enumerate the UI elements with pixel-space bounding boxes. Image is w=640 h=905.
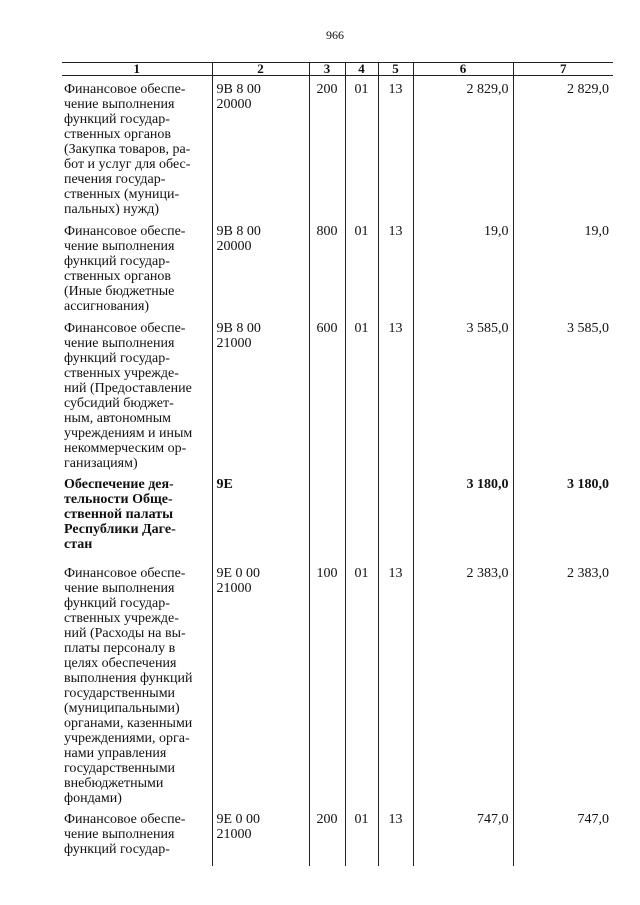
table-row: [62, 218, 613, 315]
table-row: [62, 76, 613, 219]
column-header: 4: [345, 63, 378, 76]
row-col3-cell: 200: [309, 76, 345, 219]
row-col6-cell: 19,0: [413, 218, 513, 315]
row-col6-cell: 3 180,0: [413, 471, 513, 560]
row-code-cell: 9Е 0 00 21000: [212, 560, 309, 806]
row-col6-cell: 747,0: [413, 806, 513, 866]
header-row: [62, 63, 613, 76]
row-col5-cell: 13: [378, 76, 413, 219]
row-code-cell: 9В 8 00 21000: [212, 315, 309, 471]
page-number: 966: [326, 28, 344, 42]
row-col4-cell: 01: [345, 806, 378, 866]
column-header: 2: [212, 63, 309, 76]
row-code-cell: 9Е 0 00 21000: [212, 806, 309, 866]
row-col6-cell: 3 585,0: [413, 315, 513, 471]
row-code-cell: 9В 8 00 20000: [212, 218, 309, 315]
column-header: 6: [413, 63, 513, 76]
row-code-cell: 9В 8 00 20000: [212, 76, 309, 219]
row-col3-cell: 800: [309, 218, 345, 315]
row-col4-cell: 01: [345, 76, 378, 219]
row-col5-cell: 13: [378, 218, 413, 315]
row-name-cell: Финансовое обеспе- чение выполнения функций государ-: [64, 812, 186, 857]
row-col7-cell: 3 180,0: [513, 471, 613, 560]
column-header: 5: [378, 63, 413, 76]
row-name-cell: Финансовое обеспе- чение выполнения функций государ- ственных учрежде- ний (Расходы на вы- платы персоналу в целях обеспечения выполнения функций государственными (муниципальными) органами, казенными учреждениями, орга- нами управления государственными внебюджетными фондами): [64, 566, 193, 806]
row-col5-cell: 13: [378, 806, 413, 866]
row-col6-cell: 2 829,0: [413, 76, 513, 219]
row-col3-cell: [309, 471, 345, 560]
row-code-cell: 9Е: [212, 471, 309, 560]
row-col3-cell: 100: [309, 560, 345, 806]
table-row: [62, 560, 613, 806]
row-col5-cell: 13: [378, 315, 413, 471]
row-name-cell: Финансовое обеспе- чение выполнения функций государ- ственных органов (Иные бюджетные ассигнования): [64, 224, 186, 314]
budget-table: [62, 62, 613, 866]
row-col7-cell: 19,0: [513, 218, 613, 315]
column-header: 3: [309, 63, 345, 76]
column-header: 1: [62, 63, 212, 76]
table-row: [62, 471, 613, 560]
row-name-cell: Обеспечение дея- тельности Обще- ственной палаты Республики Даге- стан: [64, 477, 176, 552]
row-col4-cell: 01: [345, 560, 378, 806]
row-col4-cell: [345, 471, 378, 560]
row-col4-cell: 01: [345, 218, 378, 315]
row-col4-cell: 01: [345, 315, 378, 471]
row-col7-cell: 747,0: [513, 806, 613, 866]
row-name-cell: Финансовое обеспе- чение выполнения функций государ- ственных органов (Закупка товаров, ра- бот и услуг для обес- печения государ- ственных (муници- пальных) нужд): [64, 82, 191, 217]
table-row: [62, 806, 613, 866]
row-name-cell: Финансовое обеспе- чение выполнения функций государ- ственных учрежде- ний (Предоставление субсидий бюджет- ным, автономным учреждениям и иным некоммерческим ор- ганизациям): [64, 321, 193, 471]
row-col7-cell: 2 829,0: [513, 76, 613, 219]
row-col3-cell: 600: [309, 315, 345, 471]
row-col7-cell: 3 585,0: [513, 315, 613, 471]
column-header: 7: [513, 63, 613, 76]
row-col5-cell: 13: [378, 560, 413, 806]
row-col3-cell: 200: [309, 806, 345, 866]
row-col6-cell: 2 383,0: [413, 560, 513, 806]
row-col5-cell: [378, 471, 413, 560]
table-row: [62, 315, 613, 471]
row-col7-cell: 2 383,0: [513, 560, 613, 806]
